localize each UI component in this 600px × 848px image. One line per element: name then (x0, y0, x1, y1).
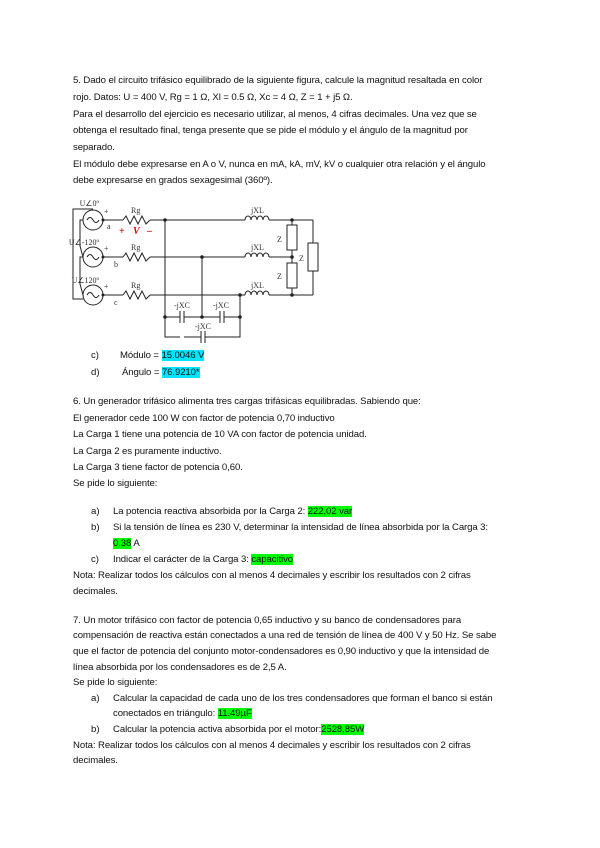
xl-label: jXL (251, 206, 264, 215)
item-letter: b) (91, 522, 100, 533)
q6-line: La Carga 3 tiene factor de potencia 0,60. (73, 462, 243, 473)
q7-item-a: Calcular la capacidad de cada uno de los tres condensadores que forman el banco si están (113, 693, 493, 704)
plus-sign: + (104, 244, 109, 253)
item-text: Indicar el carácter de la Carga 3: (113, 554, 252, 565)
answer-highlight: capacitivo (251, 554, 294, 565)
xc-label: -jXC (174, 301, 190, 310)
note: decimales. (73, 755, 118, 766)
q5-line: debe expresarse en grados sexagesimal (360º). (73, 175, 273, 186)
node-c: c (114, 298, 118, 307)
voltage-plus: + (119, 226, 125, 237)
item-letter: c) (91, 554, 99, 565)
q7-line: Se pide lo siguiente: (73, 677, 158, 688)
answer-highlight: 222,02 var (307, 506, 353, 517)
rg-label: Rg (131, 281, 141, 290)
q5-line: 5. Dado el circuito trifásico equilibrado de la siguiente figura, calcule la magnitud resaltada en color (73, 75, 483, 86)
q7-line: 7. Un motor trifásico con factor de potencia 0,65 inductivo y su banco de condensadores para (73, 615, 462, 626)
three-phase-circuit-diagram (0, 0, 600, 350)
z-label: Z (277, 272, 282, 281)
z-label: Z (299, 254, 304, 263)
q6-line: La Carga 1 tiene una potencia de 10 VA con factor de potencia unidad. (73, 429, 367, 440)
q6-item-b: Si la tensión de línea es 230 V, determinar la intensidad de línea absorbida por la Carga 3: (113, 522, 488, 533)
note: Nota: Realizar todos los cálculos con al menos 4 decimales y escribir los resultados con 2 cifras (73, 570, 471, 581)
answer-letter: d) (91, 367, 100, 378)
item-text: La potencia reactiva absorbida por la Carga 2: (113, 506, 308, 517)
plus-sign: + (104, 207, 109, 216)
q7-item-b (113, 723, 364, 736)
node-a: a (107, 222, 111, 231)
xc-label: -jXC (213, 301, 229, 310)
q6-item-c (113, 553, 293, 566)
answer-highlight: 0.38 (113, 538, 132, 549)
source-c-label: U∠120º (71, 276, 99, 285)
z-label: Z (277, 235, 282, 244)
q7-line: línea absorbida por los condensadores es de 2,5 A. (73, 662, 287, 673)
answer-value-highlight: 15.0046 V (161, 350, 205, 361)
q5-line: rojo. Datos: U = 400 V, Rg = 1 Ω, Xl = 0.5 Ω, Xc = 4 Ω, Z = 1 + j5 Ω. (73, 92, 353, 103)
q7-line: que el factor de potencia del conjunto motor-condensadores es 0,90 inductivo y que la intensidad de (73, 646, 490, 657)
q5-line: Para el desarrollo del ejercicio es necesario utilizar, al menos, 4 cifras decimales. Una vez que se (73, 109, 477, 120)
source-b-label: U∠-120º (68, 238, 99, 247)
answer-highlight: 11.49µF (217, 708, 252, 719)
answer-value-highlight: 76.9210* (161, 367, 200, 378)
answer-label: Módulo = (120, 350, 162, 361)
node-b: b (114, 260, 118, 269)
q5-line: separado. (73, 142, 115, 153)
plus-sign: + (104, 282, 109, 291)
item-text: conectados en triángulo: (113, 708, 218, 719)
xl-label: jXL (251, 281, 264, 290)
answer-highlight: 2528,85W (321, 724, 365, 735)
item-letter: b) (91, 724, 100, 735)
q6-item-b-answer (113, 537, 140, 550)
q6-line: 6. Un generador trifásico alimenta tres cargas trifásicas equilibradas. Sabiendo que: (73, 396, 421, 407)
q6-line: La Carga 2 es puramente inductivo. (73, 446, 222, 457)
item-text: Calcular la potencia activa absorbida por el motor: (113, 724, 322, 735)
q5-line: obtenga el resultado final, tenga presente que se pide el módulo y el ángulo de la magnitud por (73, 125, 468, 136)
voltage-minus: – (147, 226, 152, 237)
xc-label: -jXC (195, 322, 211, 331)
answer-module (120, 349, 204, 362)
note: Nota: Realizar todos los cálculos con al menos 4 decimales y escribir los resultados con 2 cifras (73, 740, 471, 751)
source-a-label: U∠0º (79, 199, 99, 208)
rg-label: Rg (131, 206, 141, 215)
q6-line: Se pide lo siguiente: (73, 478, 158, 489)
answer-letter: c) (91, 350, 99, 361)
q6-line: El generador cede 100 W con factor de potencia 0,70 inductivo (73, 413, 335, 424)
q7-item-a-answer (113, 707, 252, 720)
item-letter: a) (91, 693, 100, 704)
unit: A (131, 538, 140, 549)
item-letter: a) (91, 506, 100, 517)
q7-line: compensación de reactiva están conectados a una red de tensión de línea de 400 V y 50 Hz. Se sabe (73, 630, 497, 641)
rg-label: Rg (131, 243, 141, 252)
note: decimales. (73, 586, 118, 597)
voltage-v-label: V (133, 226, 140, 237)
answer-label: Ángulo = (122, 367, 162, 378)
q6-item-a (113, 505, 352, 518)
xl-label: jXL (251, 243, 264, 252)
answer-angle (122, 366, 200, 379)
q5-line: El módulo debe expresarse en A o V, nunca en mA, kA, mV, kV o cualquier otra relación y el ángulo (73, 159, 486, 170)
